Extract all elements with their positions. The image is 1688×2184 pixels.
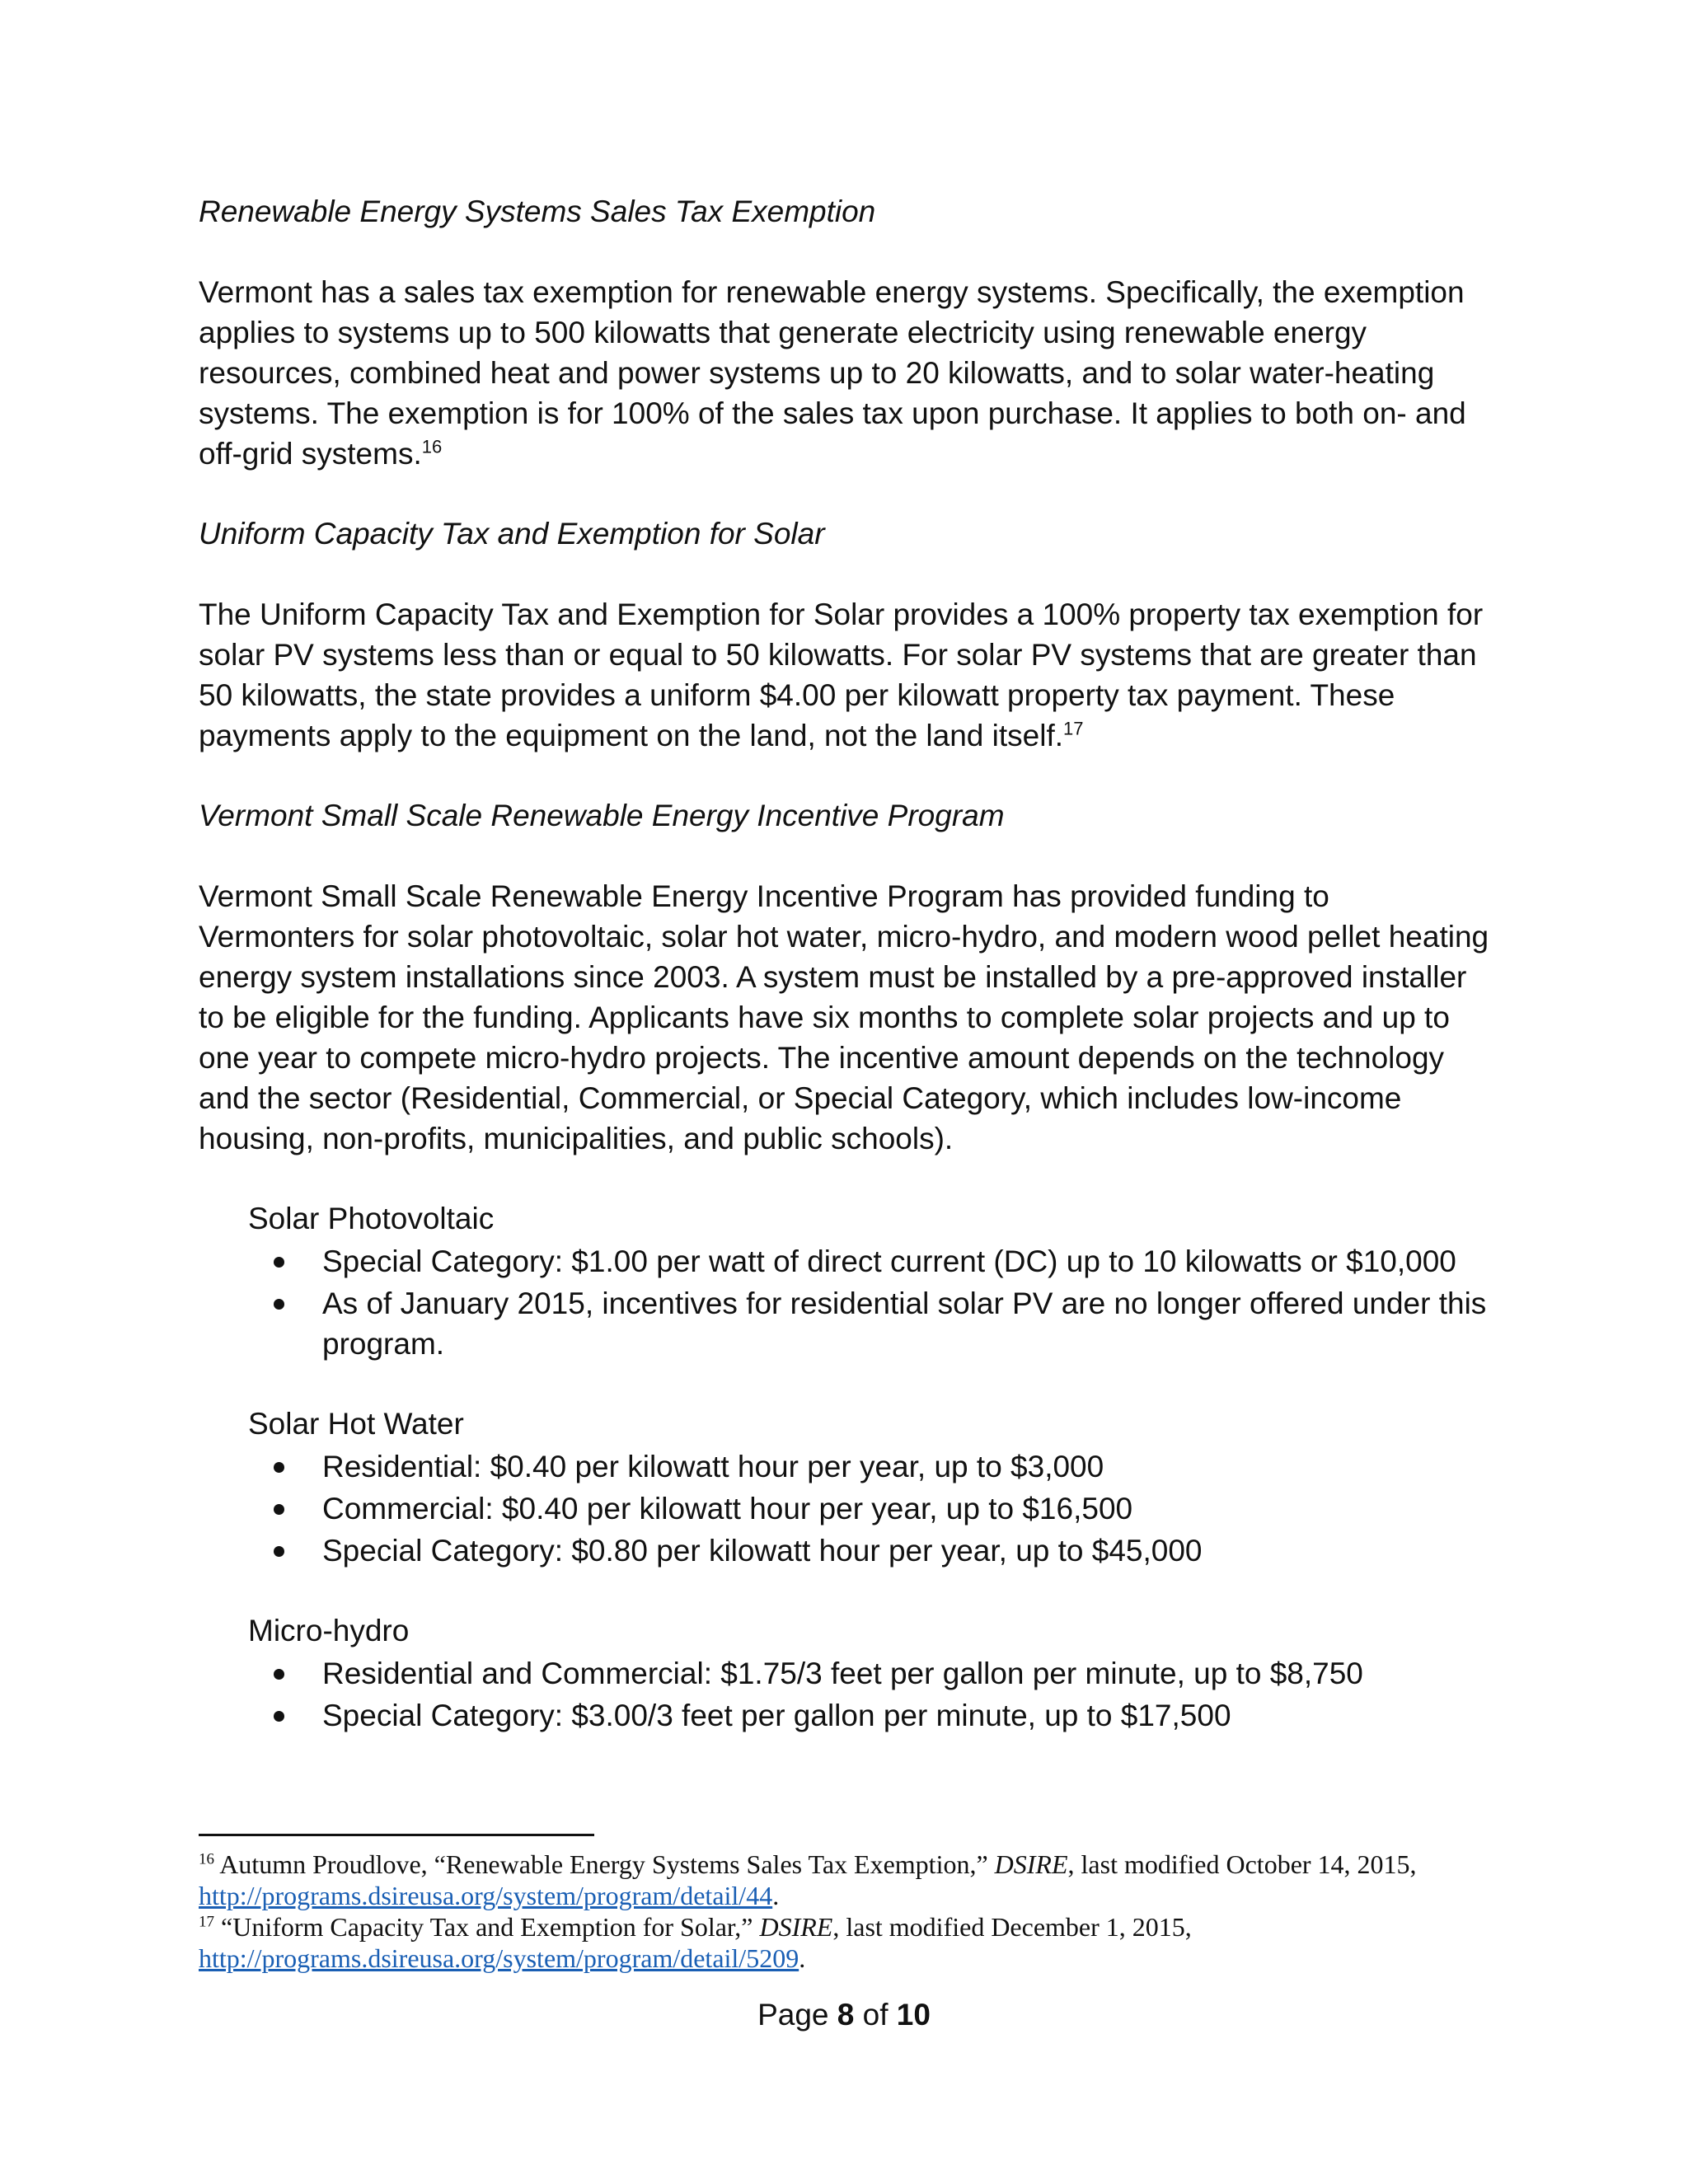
bullet-icon [274, 1669, 284, 1680]
bullet-icon [274, 1462, 284, 1473]
footnotes [199, 1849, 1501, 1974]
section-paragraph-sales-tax [199, 272, 1493, 474]
footnote-link[interactable]: http://programs.dsireusa.org/system/program/detail/5209 [199, 1943, 799, 1973]
total-page-count: 10 [896, 1998, 931, 2032]
list-item [248, 1446, 1493, 1487]
list-item-text: Special Category: $1.00 per watt of direct current (DC) up to 10 kilowatts or $10,000 [322, 1244, 1456, 1278]
page-of-label: of [854, 1998, 897, 2032]
incentive-list [248, 1446, 1493, 1571]
footnote-number: 17 [199, 1913, 214, 1931]
bullet-icon [274, 1257, 284, 1268]
page-label: Page [757, 1998, 837, 2032]
list-item-text: As of January 2015, incentives for residential solar PV are no longer offered under this program. [322, 1286, 1487, 1361]
list-item-text: Special Category: $0.80 per kilowatt hour per year, up to $45,000 [322, 1534, 1203, 1568]
footnote-source: DSIRE [759, 1912, 833, 1942]
list-item-text: Residential: $0.40 per kilowatt hour per year, up to $3,000 [322, 1450, 1104, 1483]
bullet-icon [274, 1299, 284, 1310]
footnote-ref-17[interactable]: 17 [1063, 718, 1084, 739]
incentive-title: Solar Photovoltaic [248, 1202, 495, 1235]
list-item [248, 1695, 1493, 1736]
bullet-icon [274, 1504, 284, 1515]
footnote-text: Autumn Proudlove, “Renewable Energy Systems Sales Tax Exemption,” [219, 1849, 995, 1879]
section-heading-incentive-program: Vermont Small Scale Renewable Energy Incentive Program [199, 799, 1005, 832]
list-item-text: Special Category: $3.00/3 feet per gallon per minute, up to $17,500 [322, 1699, 1231, 1732]
footnote-text: , last modified December 1, 2015, [832, 1912, 1192, 1942]
section-heading-capacity-tax: Uniform Capacity Tax and Exemption for Solar [199, 517, 825, 551]
list-item [248, 1283, 1493, 1364]
footnote-source: DSIRE [994, 1849, 1068, 1879]
list-item [248, 1241, 1493, 1282]
incentive-title: Micro-hydro [248, 1614, 410, 1647]
list-item-text: Commercial: $0.40 per kilowatt hour per year, up to $16,500 [322, 1492, 1133, 1526]
incentive-block-solar-pv [248, 1198, 1493, 1364]
incentive-block-micro-hydro [248, 1610, 1493, 1736]
paragraph-text: Vermont has a sales tax exemption for renewable energy systems. Specifically, the exemption applies to systems up to 500 kilowatts that generate electricity using renewable energy resources, combined heat and power systems up to 20 kilowatts, and to solar water-heating systems. The exemption is for 100% of the sales tax upon purchase. It applies to both on- and off-grid systems. [199, 275, 1466, 471]
list-item-text: Residential and Commercial: $1.75/3 feet per gallon per minute, up to $8,750 [322, 1657, 1363, 1690]
section-paragraph-incentive-program: Vermont Small Scale Renewable Energy Incentive Program has provided funding to Vermonters for solar photovoltaic, solar hot water, micro-hydro, and modern wood pellet heating energy system installations since 2003. A system must be installed by a pre-approved installer to be eligible for the funding. Applicants have six months to complete solar projects and up to one year to compete micro-hydro projects. The incentive amount depends on the technology and the sector (Residential, Commercial, or Special Category, which includes low-income housing, non-profits, municipalities, and public schools). [199, 879, 1489, 1155]
footnote-text: “Uniform Capacity Tax and Exemption for Solar,” [221, 1912, 760, 1942]
incentive-list [248, 1653, 1493, 1736]
section-heading-sales-tax: Renewable Energy Systems Sales Tax Exemption [199, 194, 876, 228]
section-paragraph-capacity-tax [199, 594, 1493, 756]
footnote-text: , last modified October 14, 2015, [1067, 1849, 1417, 1879]
list-item [248, 1530, 1493, 1571]
page-content [199, 191, 1493, 1775]
list-item [248, 1653, 1493, 1694]
paragraph-text: The Uniform Capacity Tax and Exemption for Solar provides a 100% property tax exemption for solar PV systems less than or equal to 50 kilowatts. For solar PV systems that are greater than 50 kilowatts, the state provides a uniform $4.00 per kilowatt property tax payment. These payments apply to the equipment on the land, not the land itself. [199, 598, 1484, 752]
list-item [248, 1488, 1493, 1529]
bullet-icon [274, 1546, 284, 1557]
incentive-block-solar-hot-water [248, 1404, 1493, 1571]
bullet-icon [274, 1711, 284, 1722]
footnote-end: . [772, 1881, 780, 1910]
page-number-footer [0, 1994, 1688, 2036]
footnote-link[interactable]: http://programs.dsireusa.org/system/program/detail/44 [199, 1881, 773, 1910]
footnote-17 [199, 1911, 1501, 1974]
footnote-end: . [799, 1943, 806, 1973]
footnote-divider [199, 1834, 594, 1836]
current-page-number: 8 [837, 1998, 855, 2032]
footnote-ref-16[interactable]: 16 [421, 436, 443, 457]
incentive-list [248, 1241, 1493, 1364]
footnote-16 [199, 1849, 1501, 1911]
incentive-title: Solar Hot Water [248, 1407, 464, 1441]
footnote-number: 16 [199, 1850, 214, 1868]
